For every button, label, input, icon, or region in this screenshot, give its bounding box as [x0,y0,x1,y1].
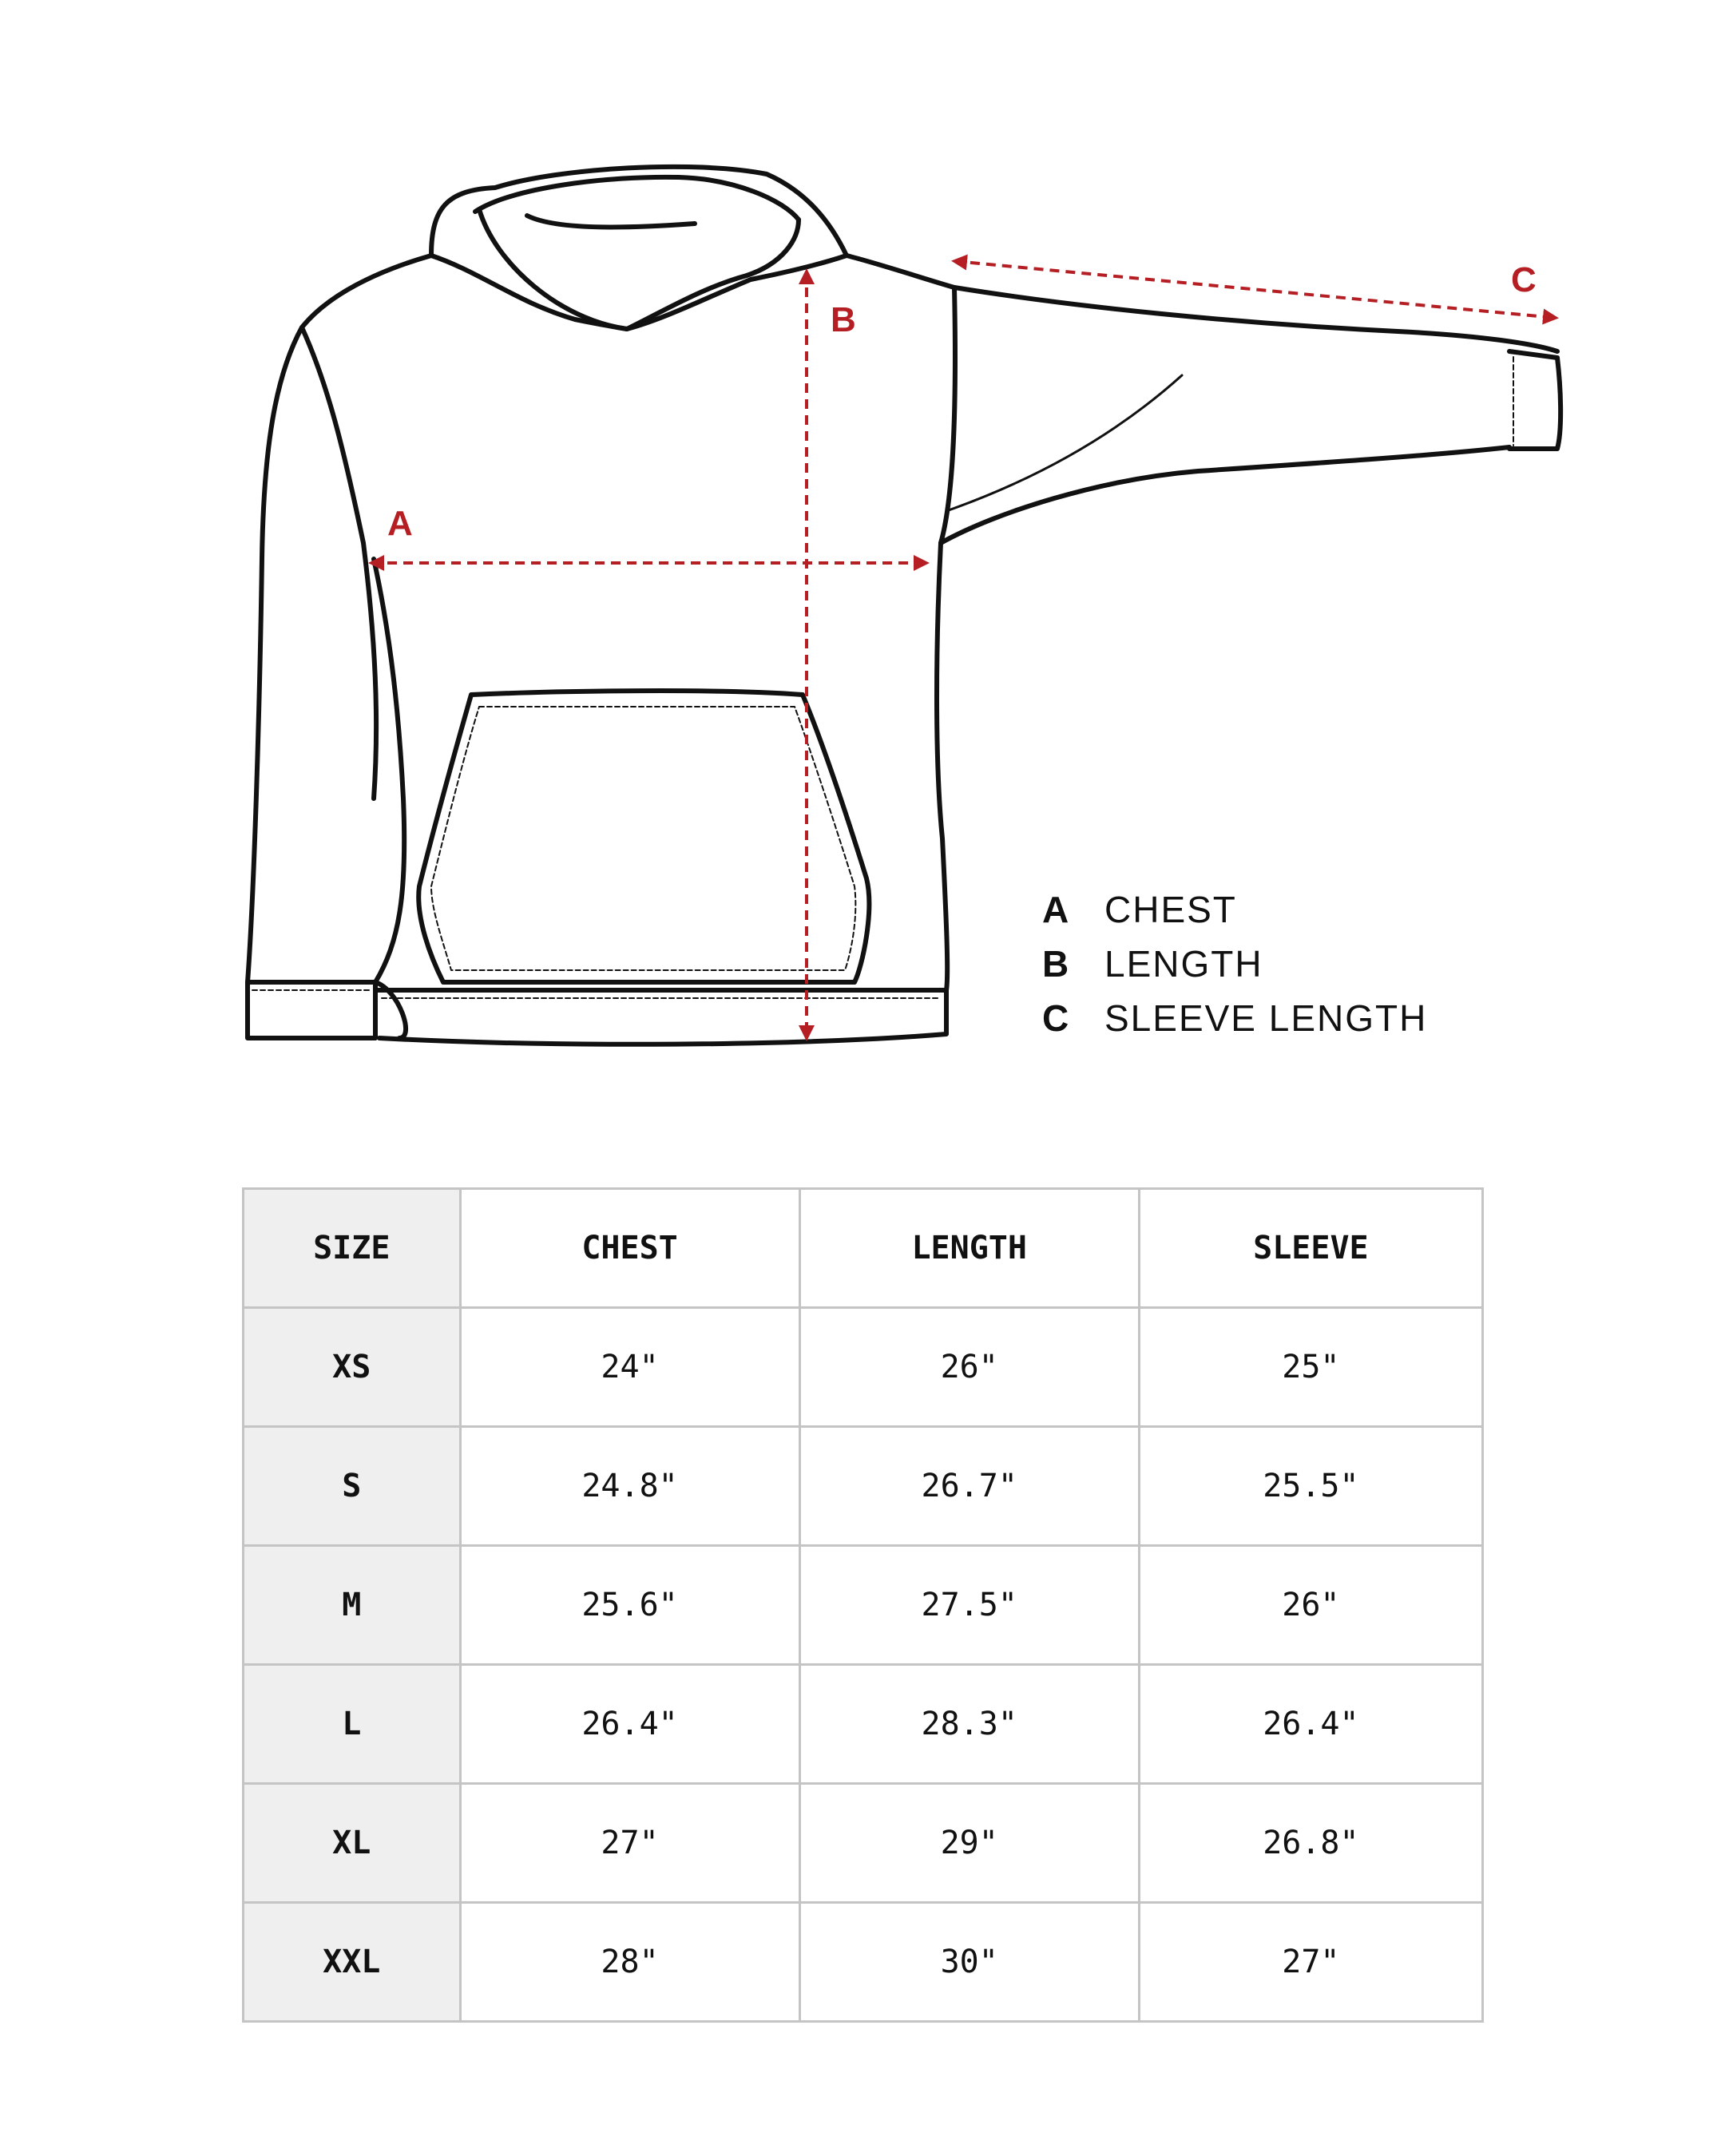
legend-label: SLEEVE LENGTH [1104,997,1428,1039]
legend-key: B [1042,943,1071,985]
size-chart-table [242,1187,1484,2023]
size-cell: XS [244,1308,461,1427]
measurement-legend [1042,882,1427,1045]
legend-label: LENGTH [1104,943,1263,985]
sleeve-cell: 26.4" [1139,1665,1482,1784]
chest-cell: 28" [460,1903,799,2022]
length-cell: 27.5" [799,1546,1139,1665]
marker-a: A [387,504,413,543]
size-cell: M [244,1546,461,1665]
size-cell: XXL [244,1903,461,2022]
chest-cell: 24" [460,1308,799,1427]
table-row [244,1784,1483,1903]
legend-key: A [1042,889,1071,930]
legend-label: CHEST [1104,889,1237,930]
table-row [244,1546,1483,1665]
table-row [244,1665,1483,1784]
header-size: SIZE [244,1189,461,1308]
header-chest: CHEST [460,1189,799,1308]
chest-cell: 27" [460,1784,799,1903]
size-cell: S [244,1427,461,1546]
legend-item-length [1042,937,1427,991]
length-cell: 26.7" [799,1427,1139,1546]
legend-item-sleeve-length [1042,991,1427,1045]
chest-cell: 25.6" [460,1546,799,1665]
table-row [244,1308,1483,1427]
length-cell: 26" [799,1308,1139,1427]
marker-c: C [1511,260,1537,299]
marker-b: B [831,300,856,339]
length-cell: 30" [799,1903,1139,2022]
sleeve-cell: 25.5" [1139,1427,1482,1546]
table-row [244,1903,1483,2022]
table-row [244,1427,1483,1546]
sleeve-measure-line [954,261,1556,318]
length-cell: 29" [799,1784,1139,1903]
legend-key: C [1042,997,1071,1039]
header-length: LENGTH [799,1189,1139,1308]
sleeve-cell: 25" [1139,1308,1482,1427]
sleeve-cell: 27" [1139,1903,1482,2022]
header-sleeve: SLEEVE [1139,1189,1482,1308]
table-header-row [244,1189,1483,1308]
legend-item-chest [1042,882,1427,937]
size-cell: L [244,1665,461,1784]
sleeve-cell: 26" [1139,1546,1482,1665]
chest-cell: 26.4" [460,1665,799,1784]
length-cell: 28.3" [799,1665,1139,1784]
chest-cell: 24.8" [460,1427,799,1546]
sleeve-cell: 26.8" [1139,1784,1482,1903]
size-cell: XL [244,1784,461,1903]
